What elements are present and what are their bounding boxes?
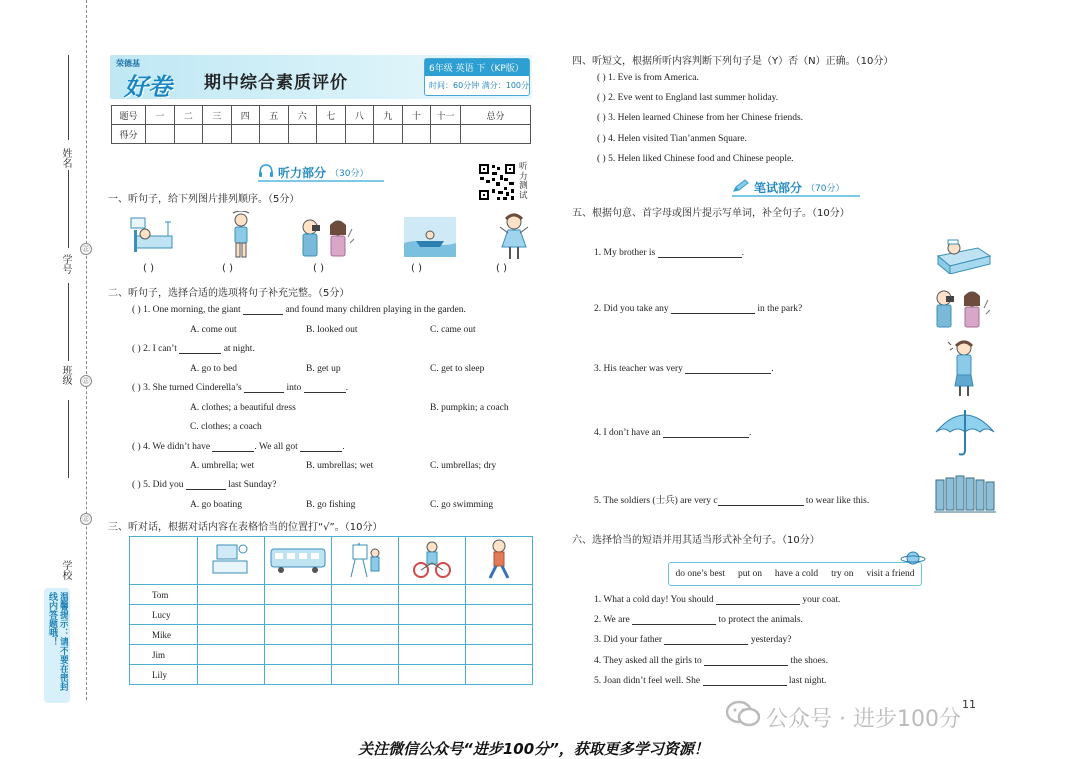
grid-cell[interactable] — [466, 645, 533, 665]
answer-paren[interactable]: ( ) — [132, 442, 141, 452]
question-text: 1. My brother is — [594, 248, 656, 258]
grid-row — [130, 625, 533, 645]
picture-taking-photo — [298, 217, 356, 259]
answer-paren[interactable]: ( ) — [496, 263, 507, 274]
question-text: last Sunday? — [228, 480, 277, 490]
answer-paren[interactable]: ( ) — [222, 263, 233, 274]
score-cell[interactable] — [431, 125, 461, 144]
grid-row-name: Jim — [130, 645, 198, 665]
class-line — [68, 283, 69, 361]
phrase-item: try on — [831, 569, 854, 579]
score-cell[interactable] — [203, 125, 232, 144]
option-a: A. go boating — [190, 500, 242, 510]
score-cell[interactable] — [345, 125, 374, 144]
s6-q1 — [594, 595, 840, 605]
answer-paren[interactable]: ( ) — [132, 383, 141, 393]
question-text: . — [342, 442, 345, 452]
grid-cell[interactable] — [466, 585, 533, 605]
grid-cell[interactable] — [265, 605, 332, 625]
writing-title: 笔试部分 — [754, 181, 803, 195]
answer-paren[interactable]: ( ) — [313, 263, 324, 274]
section-4-title: 四、听短文，根据所听内容判断下列句子是（Y）否（N）正确。（10分） — [572, 56, 894, 67]
s2-q1 — [132, 305, 466, 315]
series-name: 荣德基 — [116, 59, 140, 68]
grid-cell[interactable] — [399, 625, 466, 645]
grid-cell[interactable] — [198, 625, 265, 645]
section-2-title: 二、听句子，选择合适的选项将句子补充完整。（5分） — [108, 288, 350, 299]
answer-blank[interactable] — [685, 373, 771, 374]
class-label: 班级 — [60, 365, 71, 385]
score-table-score-row — [112, 125, 531, 144]
page-number: 11 — [962, 698, 976, 711]
statement-text: 1. Eve is from America. — [608, 73, 699, 83]
grade-label: 6年级 英语 下（KP版） — [425, 59, 529, 76]
option-c: C. get to sleep — [430, 364, 485, 374]
answer-grid — [129, 536, 533, 685]
grid-row — [130, 645, 533, 665]
grid-cell[interactable] — [399, 605, 466, 625]
question-text: the shoes. — [790, 656, 828, 666]
question-text: 4. I don’t have an — [594, 428, 661, 438]
answer-blank[interactable] — [212, 451, 254, 452]
question-text: . — [345, 383, 349, 393]
grid-row-name: Lily — [130, 665, 198, 685]
option-a: A. clothes; a beautiful dress — [190, 403, 296, 413]
score-table-row-label: 得分 — [112, 125, 146, 144]
question-text: 1. One morning, the giant — [143, 305, 241, 315]
option-c: C. clothes; a coach — [190, 422, 262, 432]
picture-sick-boy — [934, 226, 994, 274]
option-b: B. pumpkin; a coach — [430, 403, 509, 413]
grid-cell[interactable] — [198, 605, 265, 625]
s2-q5 — [132, 480, 277, 490]
school-line — [68, 400, 69, 478]
qr-label: 听力测试 — [519, 162, 528, 201]
score-cell[interactable] — [374, 125, 403, 144]
answer-blank[interactable] — [703, 685, 787, 686]
time-score — [425, 76, 529, 91]
grid-corner — [130, 537, 198, 585]
score-table-col: 二 — [174, 106, 203, 125]
s5-q2 — [594, 304, 802, 314]
s6-q3 — [594, 635, 791, 645]
s6-q5 — [594, 676, 826, 686]
answer-paren[interactable]: ( ) — [143, 263, 154, 274]
picture-angry-teacher — [946, 338, 982, 398]
score-table-col: 十 — [402, 106, 431, 125]
score-cell[interactable] — [402, 125, 431, 144]
grid-row — [130, 665, 533, 685]
statement-text: 5. Helen liked Chinese food and Chinese people. — [608, 154, 794, 164]
s6-q4 — [594, 656, 828, 666]
option-a: A. go to bed — [190, 364, 237, 374]
answer-blank[interactable] — [304, 392, 346, 393]
question-text: 2. I can’t — [143, 344, 177, 354]
option-b: B. go fishing — [306, 500, 356, 510]
score-cell[interactable] — [260, 125, 289, 144]
grid-row-name: Tom — [130, 585, 198, 605]
picture-computer-lab — [198, 537, 265, 585]
listening-score: （30分） — [330, 169, 369, 179]
grid-cell[interactable] — [399, 585, 466, 605]
writing-underline — [732, 195, 860, 197]
question-text: 5. The soldiers (士兵) are very c — [594, 496, 718, 506]
answer-paren[interactable]: ( ) — [411, 263, 422, 274]
score-table-row-label: 题号 — [112, 106, 146, 125]
page-title: 期中综合素质评价 — [204, 73, 348, 93]
binding-line — [86, 0, 87, 700]
section-1-title: 一、听句子，给下列图片排列顺序。（5分） — [108, 194, 300, 205]
picture-boating — [404, 217, 456, 257]
question-text: to protect the animals. — [718, 615, 803, 625]
picture-boy-sleeping — [128, 214, 176, 258]
question-text: 3. His teacher was very — [594, 364, 683, 374]
score-table-col: 六 — [288, 106, 317, 125]
answer-blank[interactable] — [186, 489, 226, 490]
grid-cell[interactable] — [265, 585, 332, 605]
s2-q4 — [132, 442, 345, 452]
score-cell[interactable] — [146, 125, 175, 144]
statement-text: 4. Helen visited Tian’anmen Square. — [608, 134, 747, 144]
reminder-box — [44, 588, 70, 703]
option-b: B. looked out — [306, 325, 358, 335]
answer-blank[interactable] — [704, 665, 788, 666]
grid-cell[interactable] — [198, 585, 265, 605]
qr-code-icon[interactable] — [478, 163, 516, 201]
option-c: C. came out — [430, 325, 476, 335]
answer-paren[interactable]: ( ) — [597, 154, 606, 164]
s6-q2 — [594, 615, 803, 625]
answer-blank[interactable] — [658, 257, 742, 258]
section-5-title: 五、根据句意、首字母或图片提示写单词，补全句子。（10分） — [572, 208, 850, 219]
question-text: 4. We didn’t have — [143, 442, 211, 452]
umbrella-icon — [934, 406, 996, 458]
answer-blank[interactable] — [716, 604, 800, 605]
writing-score: （70分） — [806, 184, 845, 194]
score-cell[interactable] — [317, 125, 346, 144]
answer-paren[interactable]: ( ) — [132, 480, 141, 490]
question-text: 5. Joan didn’t feel well. She — [594, 676, 701, 686]
phrase-item: have a cold — [774, 569, 819, 579]
grid-cell[interactable] — [198, 665, 265, 685]
grid-cell[interactable] — [332, 605, 399, 625]
s4-item — [597, 93, 778, 103]
picture-cycling — [399, 537, 466, 585]
s5-q3 — [594, 364, 774, 374]
grid-row-name: Lucy — [130, 605, 198, 625]
grid-cell[interactable] — [265, 665, 332, 685]
question-text: last night. — [788, 676, 827, 686]
grid-cell[interactable] — [399, 645, 466, 665]
score-table-col: 九 — [374, 106, 403, 125]
option-a: A. umbrella; wet — [190, 461, 255, 471]
answer-blank[interactable] — [179, 353, 221, 354]
grid-cell[interactable] — [332, 625, 399, 645]
grid-cell[interactable] — [466, 605, 533, 625]
picture-photos — [932, 288, 992, 330]
answer-blank[interactable] — [718, 505, 804, 506]
id-label: 学号 — [60, 254, 71, 274]
phrase-item: visit a friend — [866, 569, 915, 579]
picture-running-boy — [466, 537, 533, 585]
question-text: . — [771, 364, 774, 374]
grid-picture-row — [130, 537, 533, 585]
score-table-col: 四 — [231, 106, 260, 125]
s4-item — [597, 73, 699, 83]
score-table-col: 八 — [345, 106, 374, 125]
grid-row — [130, 605, 533, 625]
answer-blank[interactable] — [243, 314, 283, 315]
s4-item — [597, 134, 747, 144]
score-cell[interactable] — [174, 125, 203, 144]
brand-logo — [112, 52, 184, 101]
score-cell[interactable] — [231, 125, 260, 144]
option-b: B. umbrellas; wet — [306, 461, 374, 471]
s2-q3 — [132, 383, 348, 393]
question-text: 3. She turned Cinderella’s — [143, 383, 242, 393]
s4-item — [597, 113, 803, 123]
s4-item — [597, 154, 794, 164]
question-text: 2. Did you take any — [594, 304, 669, 314]
phrase-item: do one’s best — [675, 569, 726, 579]
name-line — [68, 55, 69, 140]
statement-text: 3. Helen learned Chinese from her Chinese friends. — [608, 113, 804, 123]
grid-cell[interactable] — [265, 645, 332, 665]
picture-train — [265, 537, 332, 585]
phrase-box — [668, 562, 922, 586]
option-b: B. get up — [306, 364, 341, 374]
answer-blank[interactable] — [244, 392, 284, 393]
grid-cell[interactable] — [466, 625, 533, 645]
answer-paren[interactable]: ( ) — [597, 113, 606, 123]
question-text: . — [748, 428, 752, 438]
seal-hole: ㊣ — [80, 375, 92, 387]
question-text: yesterday? — [750, 635, 792, 645]
watermark — [726, 700, 961, 734]
s2-q2 — [132, 344, 255, 354]
listening-title: 听力部分 — [278, 166, 327, 180]
option-c: C. go swimming — [430, 500, 494, 510]
score-cell[interactable] — [288, 125, 317, 144]
answer-blank[interactable] — [663, 437, 749, 438]
grid-row — [130, 585, 533, 605]
option-c: C. umbrellas; dry — [430, 461, 497, 471]
section-3-title: 三、听对话，根据对话内容在表格恰当的位置打“√”。（10分） — [108, 522, 383, 533]
picture-boy-waking — [226, 211, 256, 261]
s5-q4 — [594, 428, 751, 438]
s5-q5 — [594, 492, 869, 506]
seal-hole: ㊣ — [80, 243, 92, 255]
answer-blank[interactable] — [300, 451, 342, 452]
score-table-col: 三 — [203, 106, 232, 125]
grid-cell[interactable] — [198, 645, 265, 665]
grid-cell[interactable] — [265, 625, 332, 645]
answer-paren[interactable]: ( ) — [597, 93, 606, 103]
exam-info-box — [424, 58, 530, 96]
answer-paren[interactable]: ( ) — [132, 305, 141, 315]
question-text: 5. Did you — [143, 480, 184, 490]
question-text: to wear like this. — [805, 496, 870, 506]
name-label: 姓名 — [60, 148, 71, 168]
question-text: and found many children playing in the garden. — [285, 305, 466, 315]
section-6-title: 六、选择恰当的短语并用其适当形式补全句子。（10分） — [572, 535, 820, 546]
question-text: . — [741, 248, 744, 258]
grid-cell[interactable] — [332, 585, 399, 605]
picture-drawing — [332, 537, 399, 585]
question-text: . We all got — [254, 442, 298, 452]
listening-underline — [258, 180, 384, 182]
question-text: 3. Did your father — [594, 635, 663, 645]
question-text: in the park? — [757, 304, 803, 314]
planet-icon — [900, 548, 926, 568]
answer-blank[interactable] — [664, 644, 748, 645]
question-text: into — [286, 383, 302, 393]
statement-text: 2. Eve went to England last summer holiday. — [608, 93, 779, 103]
answer-blank[interactable] — [632, 624, 716, 625]
question-text: your coat. — [802, 595, 841, 605]
answer-paren[interactable]: ( ) — [597, 134, 606, 144]
question-text: 4. They asked all the girls to — [594, 656, 702, 666]
answer-paren[interactable]: ( ) — [597, 73, 606, 83]
score-cell[interactable] — [461, 125, 531, 144]
question-text: 2. We are — [594, 615, 630, 625]
score-table-col: 七 — [317, 106, 346, 125]
score-table-total: 总分 — [461, 106, 531, 125]
grid-cell[interactable] — [332, 665, 399, 685]
answer-blank[interactable] — [671, 313, 755, 314]
question-text: at night. — [223, 344, 255, 354]
phrase-item: put on — [737, 569, 762, 579]
id-line — [68, 170, 69, 248]
answer-paren[interactable]: ( ) — [132, 344, 141, 354]
grid-row-name: Mike — [130, 625, 198, 645]
score-table-col: 一 — [146, 106, 175, 125]
picture-girl-dancing — [498, 213, 530, 261]
picture-soldiers — [934, 472, 996, 518]
score-table-col: 十一 — [431, 106, 461, 125]
score-table — [111, 105, 531, 144]
grid-cell[interactable] — [466, 665, 533, 685]
watermark-text: 公众号 · 进步100分 — [766, 706, 961, 732]
wechat-icon — [726, 700, 760, 734]
s5-q1 — [594, 248, 744, 258]
reminder-text: 温馨提示：请不要在密封线内答题哦！ — [47, 592, 68, 691]
time-limit: 时间：60分钟 — [429, 81, 480, 90]
grid-cell[interactable] — [332, 645, 399, 665]
logo-text: 好卷 — [124, 73, 172, 101]
question-text: 1. What a cold day! You should — [594, 595, 714, 605]
footer-notice: 关注微信公众号“进步100分”，获取更多学习资源！ — [358, 740, 709, 758]
full-score: 满分：100分 — [481, 81, 530, 90]
score-table-header-row — [112, 106, 531, 125]
school-label: 学校 — [60, 560, 71, 580]
seal-hole: ㊣ — [80, 513, 92, 525]
score-table-col: 五 — [260, 106, 289, 125]
grid-cell[interactable] — [399, 665, 466, 685]
option-a: A. come out — [190, 325, 237, 335]
